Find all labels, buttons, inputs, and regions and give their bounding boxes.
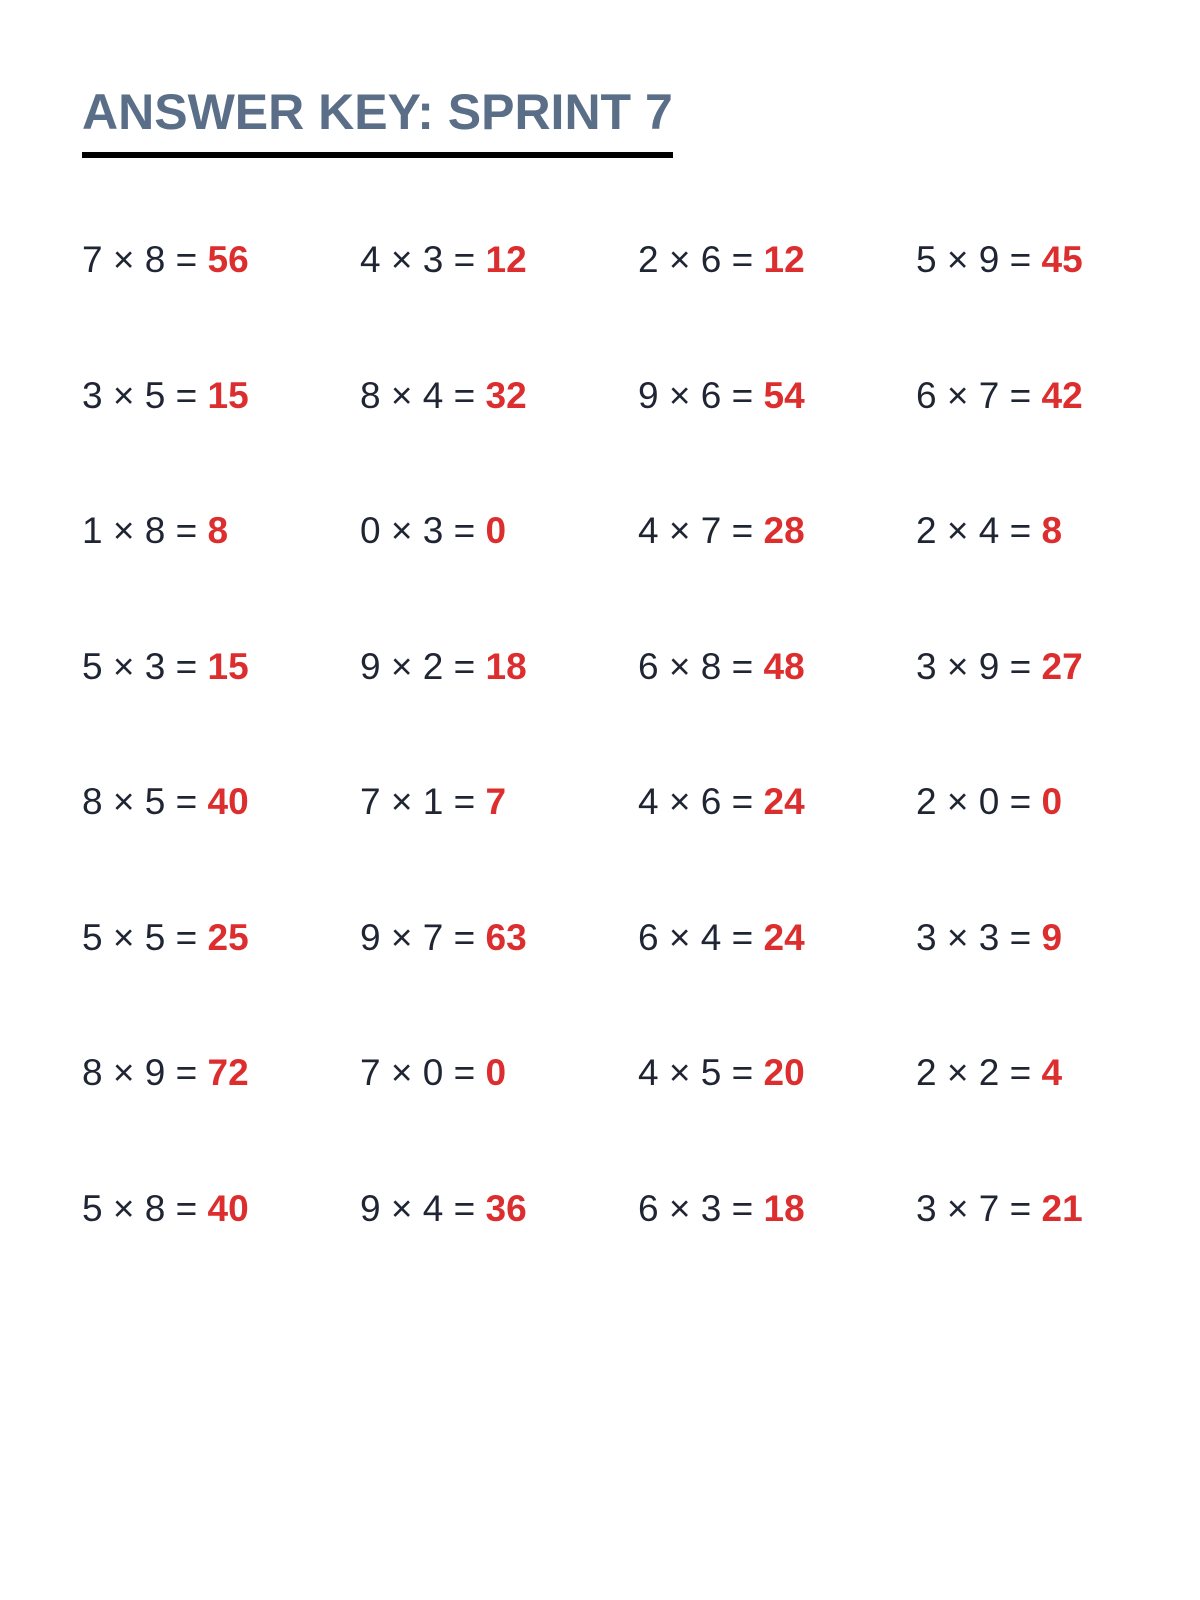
problem-question: 8 × 4 = [360, 374, 486, 416]
problem-item [638, 645, 916, 781]
problem-question: 6 × 4 = [638, 916, 764, 958]
problem-question: 2 × 2 = [916, 1052, 1042, 1093]
problem-question: 4 × 3 = [360, 239, 486, 280]
problem-question: 7 × 1 = [360, 781, 486, 822]
problem-item [916, 238, 1182, 374]
problem-answer: 63 [485, 916, 527, 958]
problem-item [916, 1051, 1182, 1187]
problem-question: 5 × 5 = [82, 916, 208, 958]
problem-item [638, 374, 916, 510]
problem-question: 9 × 7 = [360, 916, 486, 958]
problem-item [360, 509, 638, 645]
problem-item [916, 374, 1182, 510]
problem-answer: 8 [1041, 510, 1063, 551]
problem-question: 9 × 6 = [638, 374, 764, 416]
problem-question: 3 × 7 = [916, 1187, 1042, 1229]
page-title: ANSWER KEY: SPRINT 7 [82, 84, 673, 158]
problem-item [82, 780, 360, 916]
problem-answer: 72 [207, 1052, 249, 1093]
problem-answer: 0 [1041, 781, 1063, 822]
problem-answer: 9 [1041, 916, 1063, 958]
problem-question: 8 × 5 = [82, 781, 208, 822]
problem-question: 2 × 6 = [638, 239, 764, 280]
problem-item [360, 1051, 638, 1187]
problem-answer: 48 [763, 645, 805, 687]
problem-item [82, 374, 360, 510]
problem-question: 5 × 8 = [82, 1187, 208, 1229]
problem-question: 2 × 4 = [916, 510, 1042, 551]
problem-answer: 36 [485, 1187, 527, 1229]
problem-question: 7 × 8 = [82, 239, 208, 280]
problem-answer: 40 [207, 781, 249, 822]
problem-question: 6 × 3 = [638, 1187, 764, 1229]
problem-item [82, 916, 360, 1052]
problem-answer: 0 [485, 510, 507, 551]
problem-answer: 54 [763, 374, 805, 416]
problem-question: 9 × 2 = [360, 645, 486, 687]
problem-answer: 7 [485, 781, 507, 822]
problem-question: 4 × 7 = [638, 510, 764, 551]
problem-answer: 28 [763, 510, 805, 551]
problem-answer: 24 [763, 916, 805, 958]
problem-item [82, 1051, 360, 1187]
problem-answer: 45 [1041, 239, 1083, 280]
problem-item [916, 509, 1182, 645]
problem-answer: 32 [485, 374, 527, 416]
problem-question: 0 × 3 = [360, 510, 486, 551]
problem-question: 1 × 8 = [82, 510, 208, 551]
problem-answer: 4 [1041, 1052, 1063, 1093]
problem-answer: 24 [763, 781, 805, 822]
problem-item [916, 780, 1182, 916]
problem-answer: 0 [485, 1052, 507, 1093]
problem-question: 4 × 5 = [638, 1052, 764, 1093]
problem-answer: 40 [207, 1187, 249, 1229]
problem-question: 4 × 6 = [638, 781, 764, 822]
problem-question: 5 × 3 = [82, 645, 208, 687]
problem-grid [82, 238, 1182, 1322]
problem-item [638, 509, 916, 645]
problem-item [82, 645, 360, 781]
problem-answer: 12 [485, 239, 527, 280]
problem-answer: 15 [207, 645, 249, 687]
problem-item [638, 238, 916, 374]
problem-answer: 18 [485, 645, 527, 687]
problem-item [360, 780, 638, 916]
problem-item [82, 1187, 360, 1323]
problem-question: 9 × 4 = [360, 1187, 486, 1229]
problem-item [638, 916, 916, 1052]
problem-answer: 25 [207, 916, 249, 958]
problem-question: 3 × 3 = [916, 916, 1042, 958]
problem-answer: 56 [207, 239, 249, 280]
problem-answer: 8 [207, 510, 229, 551]
problem-question: 3 × 9 = [916, 645, 1042, 687]
problem-answer: 20 [763, 1052, 805, 1093]
problem-answer: 42 [1041, 374, 1083, 416]
problem-question: 6 × 8 = [638, 645, 764, 687]
problem-question: 6 × 7 = [916, 374, 1042, 416]
problem-answer: 18 [763, 1187, 805, 1229]
problem-question: 2 × 0 = [916, 781, 1042, 822]
title-block [82, 84, 673, 158]
problem-answer: 27 [1041, 645, 1083, 687]
problem-item [360, 1187, 638, 1323]
problem-item [360, 645, 638, 781]
problem-answer: 21 [1041, 1187, 1083, 1229]
problem-item [638, 780, 916, 916]
problem-item [916, 645, 1182, 781]
problem-item [638, 1051, 916, 1187]
problem-item [360, 374, 638, 510]
problem-item [82, 238, 360, 374]
problem-question: 3 × 5 = [82, 374, 208, 416]
problem-item [360, 238, 638, 374]
problem-answer: 15 [207, 374, 249, 416]
problem-question: 8 × 9 = [82, 1052, 208, 1093]
problem-question: 7 × 0 = [360, 1052, 486, 1093]
problem-item [82, 509, 360, 645]
problem-item [360, 916, 638, 1052]
problem-item [916, 1187, 1182, 1323]
problem-item [638, 1187, 916, 1323]
problem-question: 5 × 9 = [916, 239, 1042, 280]
problem-item [916, 916, 1182, 1052]
problem-answer: 12 [763, 239, 805, 280]
